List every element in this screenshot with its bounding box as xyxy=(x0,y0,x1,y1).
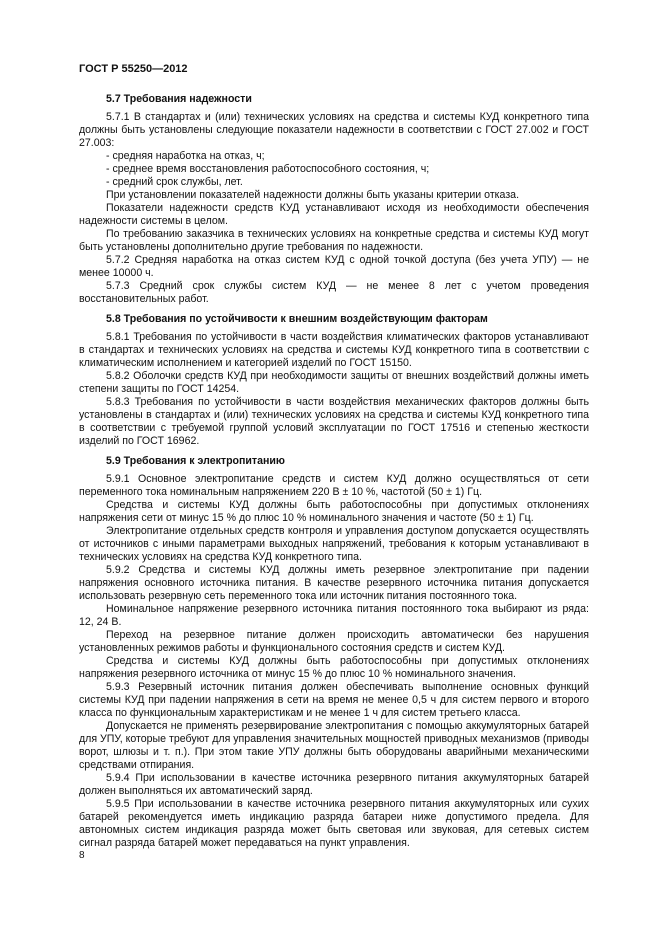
paragraph: Номинальное напряжение резервного источника питания постоянного тока выбирают из ряда: 12, 24 В. xyxy=(79,603,589,628)
page-number: 8 xyxy=(79,850,85,861)
paragraph: 5.7.2 Средняя наработка на отказ систем КУД с одной точкой доступа (без учета УПУ) — не менее 10000 ч. xyxy=(79,254,589,279)
paragraph: 5.7.3 Средний срок службы систем КУД — не менее 8 лет с учетом проведения восстановительных работ. xyxy=(79,280,589,305)
paragraph: 5.9.3 Резервный источник питания должен обеспечивать выполнение основных функций системы КУД при падении напряжения в сети на время не менее 0,5 ч для систем первого и второго класса по функциональным характеристикам и не менее 1 ч для систем третьего класса. xyxy=(79,681,589,719)
paragraph: Допускается не применять резервирование электропитания с помощью аккумуляторных батарей для УПУ, которые требуют для управления значительных мощностей приводных механизмов (приводы ворот, шлюзы и т. п.). При этом такие УПУ должны быть оборудованы аварийными механическими средствами отпирания. xyxy=(79,720,589,771)
paragraph: 5.9.4 При использовании в качестве источника резервного питания аккумуляторных батарей должен выполняться их автоматический заряд. xyxy=(79,772,589,797)
paragraph: При установлении показателей надежности должны быть указаны критерии отказа. xyxy=(106,189,520,201)
paragraph: 5.8.3 Требования по устойчивости в части воздействия механических факторов должны быть установлены в стандартах и (или) технических условиях на средства и системы КУД конкретного типа в соответствии с требуемой группой условий эксплуатации по ГОСТ 17516 и степенью жесткости изделий по ГОСТ 16962. xyxy=(79,396,589,447)
paragraph: Переход на резервное питание должен происходить автоматически без нарушения установленных режимов работы и функционального состояния средств и систем КУД. xyxy=(79,629,589,654)
paragraph: Средства и системы КУД должны быть работоспособны при допустимых отклонениях напряжения сети от минус 15 % до плюс 10 % номинального значения и частоте (50 ± 1) Гц. xyxy=(79,499,589,524)
list-item: - среднее время восстановления работоспособного состояния, ч; xyxy=(106,163,430,175)
section-heading-5-9: 5.9 Требования к электропитанию xyxy=(106,455,285,467)
list-item: - средний срок службы, лет. xyxy=(106,176,243,188)
paragraph: 5.9.1 Основное электропитание средств и систем КУД должно осуществляться от сети переменного тока номинальным напряжением 220 В ± 10 %, частотой (50 ± 1) Гц. xyxy=(79,473,589,498)
paragraph: 5.7.1 В стандартах и (или) технических условиях на средства и системы КУД конкретного типа должны быть установлены следующие показатели надежности в соответствии с ГОСТ 27.002 и ГОСТ 27.003: xyxy=(79,111,589,149)
section-heading-5-7: 5.7 Требования надежности xyxy=(106,93,252,105)
paragraph: 5.8.1 Требования по устойчивости в части воздействия климатических факторов устанавливают в стандартах и технических условиях на средства и системы КУД конкретного типа в соответствии с климатическим исполнением и категорией изделий по ГОСТ 15150. xyxy=(79,331,589,369)
paragraph: Электропитание отдельных средств контроля и управления доступом допускается осуществлять от источников с иными параметрами выходных напряжений, требования к которым устанавливают в технических условиях на средства КУД конкретного типа. xyxy=(79,525,589,563)
paragraph: 5.9.5 При использовании в качестве источника резервного питания аккумуляторных или сухих батарей рекомендуется иметь индикацию разряда батареи ниже допустимого предела. Для автономных систем индикация разряда может быть световая или звуковая, для сетевых систем сигнал разряда батарей может передаваться на пункт управления. xyxy=(79,798,589,849)
paragraph: По требованию заказчика в технических условиях на конкретные средства и системы КУД могут быть установлены дополнительно другие требования по надежности. xyxy=(79,228,589,253)
section-heading-5-8: 5.8 Требования по устойчивости к внешним воздействующим факторам xyxy=(106,313,488,325)
paragraph: 5.9.2 Средства и системы КУД должны иметь резервное электропитание при падении напряжения основного источника питания. В качестве резервного источника питания допускается использовать резервную сеть переменного тока или источник питания постоянного тока. xyxy=(79,564,589,602)
document-header: ГОСТ Р 55250—2012 xyxy=(79,63,188,75)
document-body xyxy=(79,93,589,850)
paragraph: Средства и системы КУД должны быть работоспособны при допустимых отклонениях напряжения резервного источника от минус 15 % до плюс 10 % номинального значения. xyxy=(79,655,589,680)
list-item: - средняя наработка на отказ, ч; xyxy=(106,150,265,162)
paragraph: Показатели надежности средств КУД устанавливают исходя из необходимости обеспечения надежности системы в целом. xyxy=(79,202,589,227)
paragraph: 5.8.2 Оболочки средств КУД при необходимости защиты от внешних воздействий должны иметь степени защиты по ГОСТ 14254. xyxy=(79,370,589,395)
